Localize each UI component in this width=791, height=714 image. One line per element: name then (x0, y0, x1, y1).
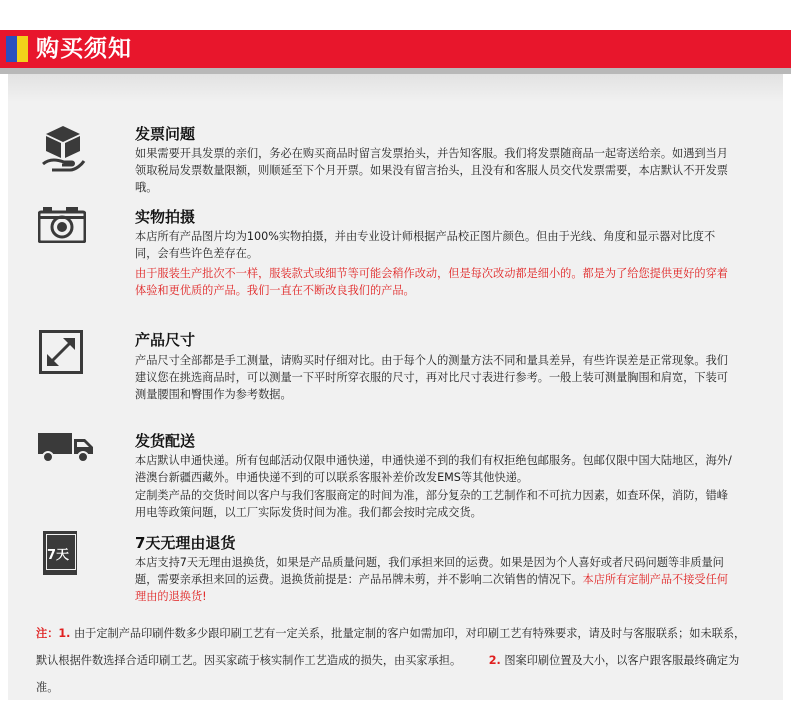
camera-icon (38, 205, 86, 243)
delivery-truck-icon (37, 431, 95, 463)
returns-text (135, 554, 735, 605)
header-flag-blue (6, 36, 17, 62)
notes-prefix-2: 2. (488, 654, 501, 667)
size-text: 产品尺寸全部都是手工测量，请购买时仔细对比。由于每个人的测量方法不同和量具差异，有些许误差是正常现象。我们建议您在挑选商品时，可以测量一下平时所穿衣服的尺寸，再对比尺寸表进行参考。一般上装可测量胸围和肩宽，下装可测量腰围和臀围作为参考数据。 (135, 354, 728, 401)
invoice-title: 发票问题 (135, 125, 196, 143)
header-flag-yellow (17, 36, 28, 62)
size-title: 产品尺寸 (135, 331, 196, 349)
seven-day-return-icon (43, 531, 77, 575)
photo-notice: 由于服装生产批次不一样，服装款式或细节等可能会稍作改动，但是每次改动都是细小的。都是为了给您提供更好的穿着体验和更优质的产品。我们一直在不断改良我们的产品。 (135, 267, 728, 297)
panel-shadow (8, 74, 783, 102)
shipping-title: 发货配送 (135, 432, 196, 450)
shipping-text: 本店默认申通快递。所有包邮活动仅限申通快递，申通快递不到的我们有权拒绝包邮服务。包邮仅限中国大陆地区，海外/港澳台新疆西藏外。申通快递不到的可以联系客服补差价改发EMS等其他快递。 (135, 454, 732, 484)
resize-arrow-icon (39, 330, 83, 374)
notes-prefix: 注：1. (36, 627, 71, 640)
returns-policy-text: 本店支持7天无理由退换货，如果是产品质量问题，我们承担来回的运费。如果是因为个人喜好或者尺码问题等非质量问题，需要亲承担来回的运费。退换货前提是：产品吊牌未剪，并不影响二次销售的情况下。 (135, 556, 724, 586)
returns-notice: 本店所有定制产品不接受任何理由的退换货! (135, 573, 728, 603)
page-title: 购买须知 (36, 36, 132, 62)
invoice-body (135, 145, 735, 196)
size-body (135, 352, 735, 403)
shipping-body (135, 452, 735, 521)
invoice-text: 如果需要开具发票的亲们，务必在购买商品时留言发票抬头，并告知客服。我们将发票随商品一起寄送给亲。如遇到当月领取税局发票数量限额，则顺延至下个月开票。如果没有留言抬头，且没有和客服人员交代发票需要，本店默认不开发票哦。 (135, 147, 728, 194)
notes-item-1: 由于定制产品印刷件数多少跟印刷工艺有一定关系，批量定制的客户如需加印，对印刷工艺有特殊要求，请及时与客服联系；如未联系，默认根据件数选择合适印刷工艺。因买家疏于核实制作工艺造成的损失，由买家承担。 (36, 627, 746, 667)
returns-body (135, 554, 735, 605)
photo-body (135, 228, 735, 299)
notes-item-2: 图案印刷位置及大小，以客户跟客服最终确定为准。 (36, 654, 740, 694)
notes-block (36, 620, 746, 701)
returns-title: 7天无理由退货 (135, 534, 236, 552)
box-hand-icon (40, 124, 86, 172)
shipping-custom-text: 定制类产品的交货时间以客户与我们客服商定的时间为准，部分复杂的工艺制作和不可抗力因素，如查环保，消防，错峰用电等政策问题，以工厂实际发货时间为准。我们都会按时完成交货。 (135, 489, 728, 519)
photo-title: 实物拍摄 (135, 208, 196, 226)
seven-day-label: 7天 (47, 548, 70, 563)
photo-text: 本店所有产品图片均为100%实物拍摄，并由专业设计师根据产品校正图片颜色。但由于光线、角度和显示器对比度不同，会有些许色差存在。 (135, 230, 716, 260)
